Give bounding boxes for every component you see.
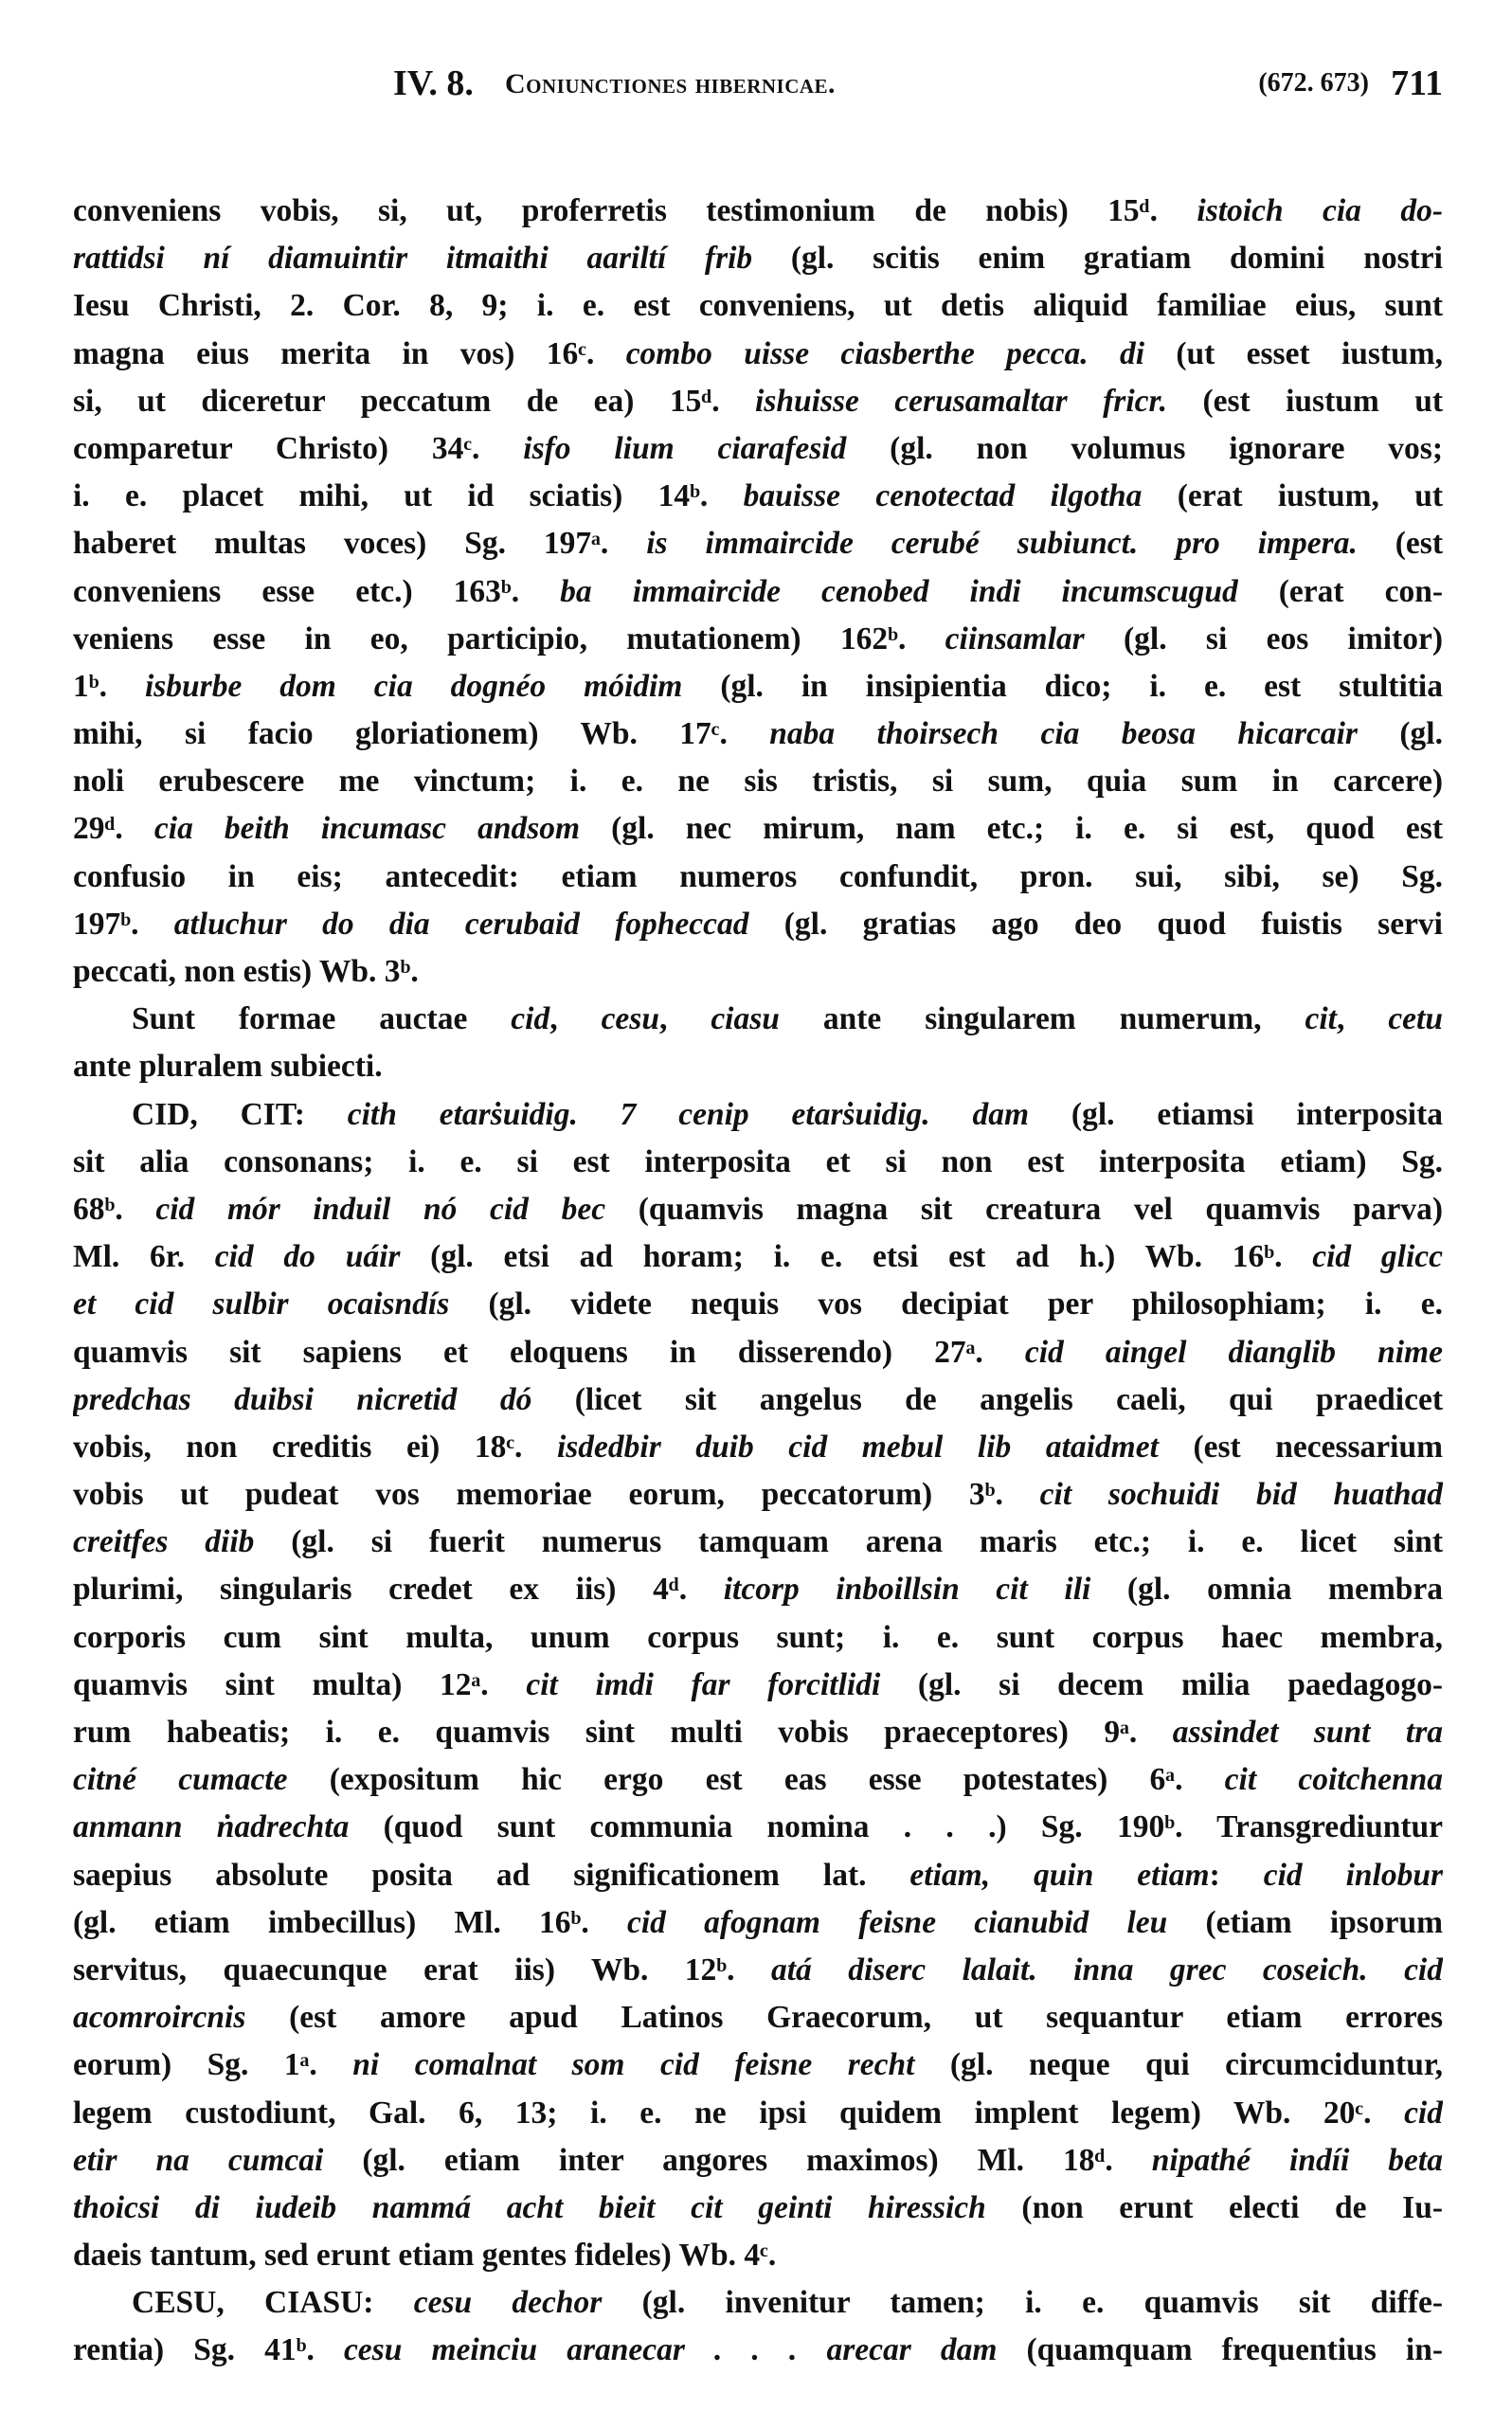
text-line: [73, 901, 1443, 948]
latin-text: (gl. nec mirum, nam etc.; i. e. si est, quod est: [580, 811, 1443, 847]
irish-gloss-text: citné cumacte: [73, 1762, 288, 1798]
latin-text: (gl. etiam inter angores maximos) Ml. 18ᵈ.: [323, 2142, 1152, 2178]
irish-gloss-text: cesu dechor: [413, 2285, 603, 2321]
latin-text: rentia) Sg. 41ᵇ.: [73, 2332, 344, 2368]
irish-gloss-text: cid aingel dianglib nime: [1024, 1334, 1443, 1370]
irish-gloss-text: cith etarṡuidig. 7 cenip etarṡuidig. dam: [347, 1096, 1030, 1132]
irish-gloss-text: cid: [1404, 2095, 1443, 2131]
text-line: [73, 520, 1443, 567]
latin-text: si, ut diceretur peccatum de ea) 15ᵈ.: [73, 383, 756, 419]
latin-text: 1ᵇ.: [73, 668, 145, 704]
text-line: [73, 2137, 1443, 2185]
irish-gloss-text: etir na cumcai: [73, 2142, 324, 2178]
latin-text: (gl. si decem milia paedagogo-: [880, 1666, 1443, 1702]
irish-gloss-text: predchas duibsi nicretid dó: [73, 1381, 532, 1417]
text-line: [73, 1899, 1443, 1947]
text-line: [73, 1994, 1443, 2041]
text-line: [73, 1376, 1443, 1424]
text-line: [73, 282, 1443, 330]
latin-text: ,: [1336, 1001, 1389, 1037]
latin-text: (gl. videte nequis vos decipiat per philosophiam; i. e.: [449, 1286, 1443, 1322]
irish-gloss-text: assindet sunt tra: [1172, 1715, 1443, 1750]
latin-text: magna eius merita in vos) 16ᶜ.: [73, 335, 626, 371]
latin-text: (gl. si eos imitor): [1084, 620, 1443, 656]
text-line: [73, 188, 1443, 235]
text-line: [73, 1091, 1443, 1139]
text-line: [73, 1186, 1443, 1233]
irish-gloss-text: itcorp inboillsin cit ili: [723, 1572, 1091, 1608]
latin-text: i. e. placet mihi, ut id sciatis) 14ᵇ.: [73, 478, 744, 514]
latin-text: conveniens esse etc.) 163ᵇ.: [73, 573, 561, 609]
irish-gloss-text: anmann ṅadrechta: [73, 1809, 350, 1845]
text-line: [73, 235, 1443, 282]
irish-gloss-text: is immaircide cerubé subiunct. pro impera.: [646, 526, 1358, 562]
latin-text: noli erubescere me vinctum; i. e. ne sis tristis, si sum, quia sum in carcere): [73, 764, 1443, 800]
latin-text: (gl. in insipientia dico; i. e. est stultitia: [682, 668, 1443, 704]
latin-text: quamvis sint multa) 12ᵃ.: [73, 1666, 527, 1702]
text-line: [73, 1043, 1443, 1090]
latin-text: (expositum hic ergo est eas esse potestates) 6ᵃ.: [287, 1762, 1225, 1798]
latin-text: (est amore apud Latinos Graecorum, ut sequantur etiam errores: [245, 2000, 1443, 2036]
latin-text: veniens esse in eo, participio, mutationem) 162ᵇ.: [73, 620, 945, 656]
latin-text: ante singularem numerum,: [779, 1001, 1305, 1037]
irish-gloss-text: creitfes diib: [73, 1524, 255, 1560]
irish-gloss-text: isdedbir duib cid mebul lib ataidmet: [556, 1429, 1159, 1465]
text-line: [73, 473, 1443, 520]
irish-gloss-text: cetu: [1388, 1001, 1443, 1037]
irish-gloss-text: atluchur do dia cerubaid fopheccad: [173, 906, 749, 942]
latin-text: (gl. gratias ago deo quod fuistis servi: [748, 906, 1443, 942]
latin-text: 197ᵇ.: [73, 906, 174, 942]
irish-gloss-text: cit imdi far forcitlidi: [526, 1666, 881, 1702]
text-line: [73, 1756, 1443, 1804]
text-line: [73, 1233, 1443, 1281]
latin-text: vobis ut pudeat vos memoriae eorum, peccatorum) 3ᵇ.: [73, 1477, 1040, 1513]
body-text: [73, 188, 1443, 2375]
irish-gloss-text: nipathé indíi beta: [1151, 2142, 1443, 2178]
latin-text: ,: [549, 1001, 602, 1037]
irish-gloss-text: cid do uáir: [214, 1239, 401, 1275]
text-line: [73, 1804, 1443, 1851]
text-line: [73, 1329, 1443, 1376]
latin-text: (erat con-: [1237, 573, 1443, 609]
latin-text: (quamquam frequentius in-: [997, 2332, 1443, 2368]
text-line: [73, 2090, 1443, 2137]
text-line: [73, 2279, 1443, 2327]
text-line: [73, 425, 1443, 473]
irish-gloss-text: naba thoirsech cia beosa hicarcair: [769, 716, 1358, 752]
irish-gloss-text: ciasu: [711, 1001, 780, 1037]
latin-text: corporis cum sint multa, unum corpus sunt; i. e. sunt corpus haec membra,: [73, 1619, 1443, 1655]
latin-text: servitus, quaecunque erat iis) Wb. 12ᵇ.: [73, 1951, 771, 1987]
latin-text: (gl. si fuerit numerus tamquam arena maris etc.; i. e. licet sint: [254, 1524, 1443, 1560]
latin-text: (gl. scitis enim gratiam domini nostri: [752, 241, 1443, 277]
text-line: [73, 2232, 1443, 2279]
latin-text: plurimi, singularis credet ex iis) 4ᵈ.: [73, 1572, 724, 1608]
irish-gloss-text: cit sochuidi bid huathad: [1039, 1477, 1443, 1513]
latin-text: vobis, non creditis ei) 18ᶜ.: [73, 1429, 557, 1465]
irish-gloss-text: atá diserc lalait. inna grec coseich. cid: [771, 1951, 1443, 1987]
latin-text: rum habeatis; i. e. quamvis sint multi vobis praeceptores) 9ᵃ.: [73, 1715, 1173, 1750]
irish-gloss-text: cia beith incumasc andsom: [153, 811, 581, 847]
text-line: [73, 710, 1443, 758]
latin-text: 68ᵇ.: [73, 1191, 156, 1227]
irish-gloss-text: cid afognam feisne cianubid leu: [627, 1904, 1168, 1940]
latin-text: conveniens vobis, si, ut, proferretis testimonium de nobis) 15ᵈ.: [73, 193, 1197, 228]
irish-gloss-text: cesu meinciu aranecar . . . arecar dam: [343, 2332, 998, 2368]
irish-gloss-text: combo uisse ciasberthe pecca. di: [625, 335, 1145, 371]
text-line: [73, 2185, 1443, 2232]
irish-gloss-text: istoich cia do-: [1197, 193, 1443, 228]
text-line: [73, 948, 1443, 996]
irish-gloss-text: cid: [511, 1001, 550, 1037]
latin-text: (gl. etiamsi interposita: [1029, 1096, 1443, 1132]
latin-text: CESU, CIASU:: [132, 2285, 414, 2321]
irish-gloss-text: et cid sulbir ocaisndís: [73, 1286, 450, 1322]
irish-gloss-text: isfo lium ciarafesid: [523, 430, 847, 466]
irish-gloss-text: etiam, quin etiam: [909, 1857, 1210, 1893]
latin-text: ,: [658, 1001, 711, 1037]
latin-text: saepius absolute posita ad significationem lat.: [73, 1857, 910, 1893]
latin-text: (gl. invenitur tamen; i. e. quamvis sit diffe-: [602, 2285, 1443, 2321]
latin-text: (est: [1357, 526, 1443, 562]
latin-text: (gl. etsi ad horam; i. e. etsi est ad h.) Wb. 16ᵇ.: [400, 1239, 1313, 1275]
text-line: [73, 1281, 1443, 1328]
page-number: 711: [1391, 63, 1443, 103]
latin-text: 29ᵈ.: [73, 811, 154, 847]
latin-text: haberet multas voces) Sg. 197ᵃ.: [73, 526, 647, 562]
latin-text: CID, CIT:: [132, 1096, 348, 1132]
latin-text: sit alia consonans; i. e. si est interposita et si non est interposita etiam) Sg.: [73, 1143, 1443, 1179]
latin-text: :: [1209, 1857, 1264, 1893]
text-line: [73, 1519, 1443, 1566]
latin-text: daeis tantum, sed erunt etiam gentes fideles) Wb. 4ᶜ.: [73, 2238, 777, 2274]
latin-text: (est necessarium: [1158, 1429, 1443, 1465]
irish-gloss-text: ciinsamlar: [945, 620, 1085, 656]
latin-text: (etiam ipsorum: [1167, 1904, 1443, 1940]
text-line: [73, 805, 1443, 853]
running-title: Coniunctiones hibernicae.: [505, 68, 837, 99]
latin-text: mihi, si facio gloriationem) Wb. 17ᶜ.: [73, 716, 770, 752]
text-line: [73, 568, 1443, 616]
latin-text: quamvis sit sapiens et eloquens in disserendo) 27ᵃ.: [73, 1334, 1025, 1370]
latin-text: (quod sunt communia nomina . . .) Sg. 190ᵇ. Transgrediuntur: [349, 1809, 1443, 1845]
latin-text: legem custodiunt, Gal. 6, 13; i. e. ne ipsi quidem implent legem) Wb. 20ᶜ.: [73, 2095, 1405, 2131]
latin-text: (gl. etiam imbecillus) Ml. 16ᵇ.: [73, 1904, 627, 1940]
latin-text: ante pluralem subiecti.: [73, 1049, 383, 1085]
latin-text: (est iustum ut: [1167, 383, 1443, 419]
latin-text: confusio in eis; antecedit: etiam numeros confundit, pron. sui, sibi, se) Sg.: [73, 858, 1443, 894]
latin-text: (erat iustum, ut: [1142, 478, 1443, 514]
running-header: [393, 63, 1443, 110]
text-line: [73, 378, 1443, 425]
irish-gloss-text: cesu: [601, 1001, 659, 1037]
text-line: [73, 1852, 1443, 1899]
text-line: [73, 331, 1443, 378]
irish-gloss-text: acomroircnis: [73, 2000, 246, 2036]
latin-text: Iesu Christi, 2. Cor. 8, 9; i. e. est conveniens, ut detis aliquid familiae eius, sunt: [73, 288, 1443, 324]
latin-text: eorum) Sg. 1ᵃ.: [73, 2047, 353, 2083]
text-line: [73, 1947, 1443, 1994]
irish-gloss-text: rattidsi ní diamuintir itmaithi aariltí frib: [73, 241, 753, 277]
irish-gloss-text: bauisse cenotectad ilgotha: [743, 478, 1143, 514]
text-line: [73, 1662, 1443, 1709]
irish-gloss-text: isburbe dom cia dognéo móidim: [144, 668, 683, 704]
page-reference: (672. 673): [1258, 68, 1369, 98]
text-line: [73, 616, 1443, 663]
latin-text: (non erunt electi de Iu-: [985, 2189, 1443, 2225]
text-line: [73, 854, 1443, 901]
text-line: [73, 2041, 1443, 2089]
text-line: [73, 1424, 1443, 1471]
latin-text: (gl. non volumus ignorare vos;: [846, 430, 1443, 466]
latin-text: Ml. 6r.: [73, 1239, 215, 1275]
latin-text: comparetur Christo) 34ᶜ.: [73, 430, 524, 466]
text-line: [73, 996, 1443, 1043]
irish-gloss-text: cit coitchenna: [1224, 1762, 1443, 1798]
text-line: [73, 2327, 1443, 2374]
latin-text: Sunt formae auctae: [132, 1001, 512, 1037]
irish-gloss-text: ishuisse cerusamaltar fricr.: [755, 383, 1168, 419]
latin-text: (gl. omnia membra: [1090, 1572, 1443, 1608]
text-line: [73, 1709, 1443, 1756]
irish-gloss-text: thoicsi di iudeib nammá acht bieit cit geinti hiressich: [73, 2189, 986, 2225]
irish-gloss-text: cid glicc: [1312, 1239, 1443, 1275]
text-line: [73, 663, 1443, 710]
irish-gloss-text: cid mór induil nó cid bec: [155, 1191, 606, 1227]
latin-text: (ut esset iustum,: [1144, 335, 1443, 371]
latin-text: (licet sit angelus de angelis caeli, qui praedicet: [531, 1381, 1443, 1417]
latin-text: (gl.: [1357, 716, 1443, 752]
irish-gloss-text: ni comalnat som cid feisne recht: [352, 2047, 915, 2083]
latin-text: (quamvis magna sit creatura vel quamvis parva): [605, 1191, 1443, 1227]
text-line: [73, 1471, 1443, 1519]
text-line: [73, 1139, 1443, 1186]
irish-gloss-text: cit: [1305, 1001, 1337, 1037]
text-line: [73, 758, 1443, 805]
latin-text: (gl. neque qui circumciduntur,: [914, 2047, 1443, 2083]
irish-gloss-text: ba immaircide cenobed indi incumscugud: [560, 573, 1238, 609]
section-number: IV. 8.: [393, 63, 474, 103]
text-line: [73, 1614, 1443, 1662]
irish-gloss-text: cid inlobur: [1263, 1857, 1443, 1893]
latin-text: peccati, non estis) Wb. 3ᵇ.: [73, 954, 419, 989]
text-line: [73, 1566, 1443, 1613]
